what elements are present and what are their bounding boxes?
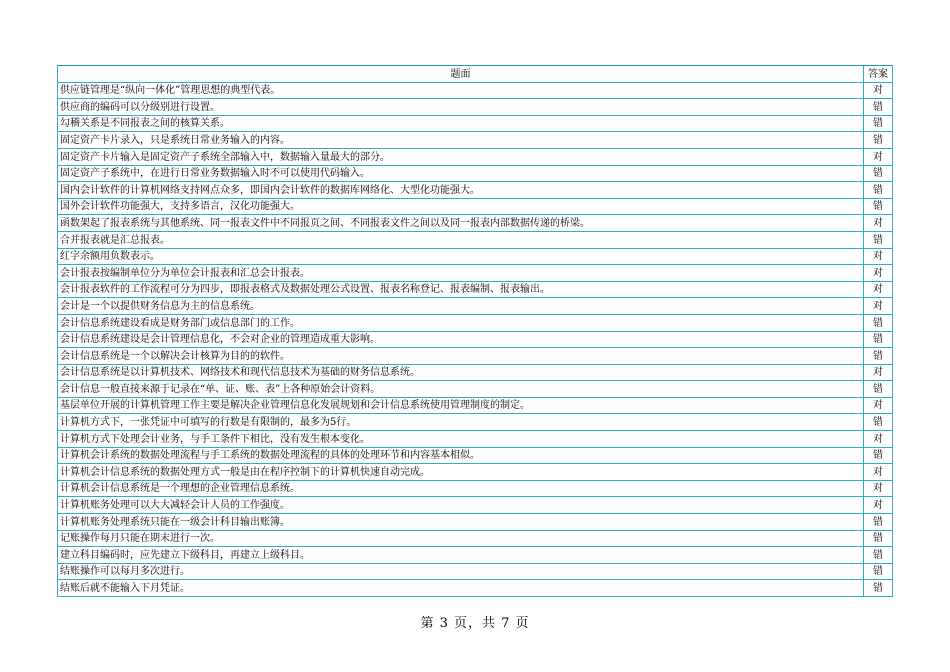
answer-cell: 对 [864,281,893,298]
answer-cell: 错 [864,580,893,597]
table-row [58,198,893,215]
answer-cell: 对 [864,497,893,514]
table-row [58,348,893,365]
question-cell: 会计报表软件的工作流程可分为四步，即报表格式及数据处理公式设置、报表名称登记、报表编制、报表输出。 [58,281,864,298]
table-row [58,165,893,182]
table-header-row [58,66,893,83]
table-row [58,497,893,514]
question-cell: 结账操作可以每月多次进行。 [58,563,864,580]
answer-cell: 错 [864,198,893,215]
table-row [58,314,893,331]
question-column-header: 题面 [58,66,864,83]
answer-cell: 对 [864,248,893,265]
table-row [58,381,893,398]
question-cell: 会计信息系统建设看成是财务部门或信息部门的工作。 [58,314,864,331]
question-cell: 会计信息系统是以计算机技术、网络技术和现代信息技术为基础的财务信息系统。 [58,364,864,381]
table-row [58,231,893,248]
question-cell: 固定资产卡片输入是固定资产子系统全部输入中，数据输入量最大的部分。 [58,148,864,165]
question-cell: 会计信息系统是一个以解决会计核算为目的的软件。 [58,348,864,365]
table-row [58,431,893,448]
table-body [58,82,893,596]
table-row [58,397,893,414]
table-row [58,480,893,497]
question-cell: 计算机账务处理可以大大减轻会计人员的工作强度。 [58,497,864,514]
table-row [58,298,893,315]
answer-cell: 对 [864,480,893,497]
question-cell: 计算机账务处理系统只能在一级会计科目输出账簿。 [58,514,864,531]
table-row [58,563,893,580]
table-row [58,215,893,232]
question-cell: 国内会计软件的计算机网络支持网点众多，即国内会计软件的数据库网络化、大型化功能强大。 [58,182,864,199]
answer-cell: 错 [864,530,893,547]
table-row [58,414,893,431]
answer-cell: 错 [864,447,893,464]
question-cell: 计算机方式下，一张凭证中可填写的行数是有限制的，最多为5行。 [58,414,864,431]
answer-cell: 错 [864,381,893,398]
answer-cell: 错 [864,331,893,348]
table-row [58,248,893,265]
answer-cell: 对 [864,148,893,165]
question-cell: 勾稽关系是不同报表之间的核算关系。 [58,115,864,132]
question-cell: 计算机会计信息系统的数据处理方式一般是由在程序控制下的计算机快速自动完成。 [58,464,864,481]
table-row [58,115,893,132]
answer-cell: 对 [864,364,893,381]
question-cell: 基层单位开展的计算机管理工作主要是解决企业管理信息化发展规划和会计信息系统使用管理制度的制定。 [58,397,864,414]
question-cell: 红字余额用负数表示。 [58,248,864,265]
answer-cell: 错 [864,115,893,132]
question-cell: 会计报表按编制单位分为单位会计报表和汇总会计报表。 [58,265,864,282]
answer-cell: 错 [864,182,893,199]
question-sheet [57,65,892,597]
answer-cell: 错 [864,314,893,331]
answer-cell: 错 [864,165,893,182]
question-cell: 建立科目编码时，应先建立下级科目，再建立上级科目。 [58,547,864,564]
answer-cell: 错 [864,231,893,248]
answer-cell: 对 [864,265,893,282]
answer-cell: 对 [864,298,893,315]
table-row [58,364,893,381]
question-cell: 函数架起了报表系统与其他系统、同一报表文件中不同报页之间、不同报表文件之间以及同一报表内部数据传递的桥梁。 [58,215,864,232]
table-row [58,580,893,597]
question-cell: 结账后就不能输入下月凭证。 [58,580,864,597]
table-row [58,281,893,298]
answer-cell: 对 [864,82,893,99]
question-cell: 会计信息一般直接来源于记录在“单、证、账、表”上各种原始会计资料。 [58,381,864,398]
answer-cell: 对 [864,464,893,481]
answer-cell: 错 [864,547,893,564]
table-row [58,182,893,199]
question-cell: 供应商的编码可以分级别进行设置。 [58,99,864,116]
answer-cell: 对 [864,397,893,414]
question-cell: 计算机会计信息系统是一个理想的企业管理信息系统。 [58,480,864,497]
question-cell: 合并报表就是汇总报表。 [58,231,864,248]
table-row [58,265,893,282]
question-cell: 计算机会计系统的数据处理流程与手工系统的数据处理流程的具体的处理环节和内容基本相似。 [58,447,864,464]
page-number: 第 3 页，共 7 页 [420,616,530,631]
table-row [58,99,893,116]
answer-cell: 对 [864,215,893,232]
answer-cell: 错 [864,563,893,580]
table-row [58,132,893,149]
table-row [58,530,893,547]
table-row [58,464,893,481]
table-row [58,148,893,165]
table-row [58,547,893,564]
question-cell: 固定资产子系统中，在进行日常业务数据输入时不可以使用代码输入。 [58,165,864,182]
answer-table [57,65,893,597]
question-cell: 计算机方式下处理会计业务，与手工条件下相比，没有发生根本变化。 [58,431,864,448]
table-row [58,331,893,348]
answer-column-header: 答案 [864,66,893,83]
table-row [58,447,893,464]
question-cell: 会计是一个以提供财务信息为主的信息系统。 [58,298,864,315]
answer-cell: 错 [864,132,893,149]
table-row [58,514,893,531]
question-cell: 固定资产卡片录入，只是系统日常业务输入的内容。 [58,132,864,149]
answer-cell: 对 [864,431,893,448]
answer-cell: 错 [864,514,893,531]
table-row [58,82,893,99]
answer-cell: 错 [864,414,893,431]
question-cell: 供应链管理是“纵向一体化”管理思想的典型代表。 [58,82,864,99]
answer-cell: 错 [864,99,893,116]
question-cell: 会计信息系统建设是会计管理信息化，不会对企业的管理造成重大影响。 [58,331,864,348]
answer-cell: 错 [864,348,893,365]
question-cell: 记账操作每月只能在期末进行一次。 [58,530,864,547]
question-cell: 国外会计软件功能强大，支持多语言，汉化功能强大。 [58,198,864,215]
